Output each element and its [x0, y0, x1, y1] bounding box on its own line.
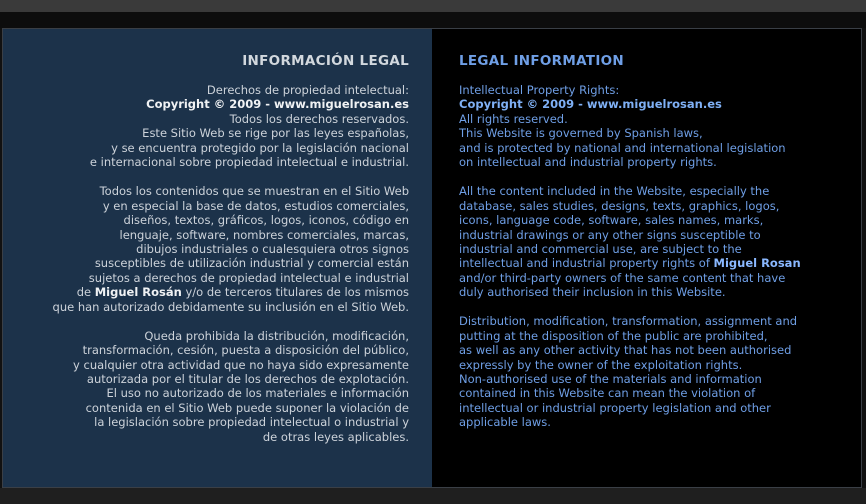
en-p1-line: and is protected by national and international legislation — [459, 140, 786, 155]
en-brand-name: Miguel Rosan — [713, 256, 801, 271]
spanish-legal-text — [29, 53, 409, 444]
es-p2-line: Todos los contenidos que se muestran en el Sitio Web — [99, 184, 409, 199]
es-copyright: Copyright © 2009 - www.miguelrosan.es — [146, 97, 409, 112]
english-title: LEGAL INFORMATION — [459, 53, 625, 69]
en-p3-line: putting at the disposition of the public are prohibited, — [459, 328, 768, 343]
en-p3-line: Distribution, modification, transformation, assignment and — [459, 314, 798, 329]
es-p2-line: que han autorizado debidamente su inclusión en el Sitio Web. — [52, 299, 409, 314]
en-p2-line: and/or third-party owners of the same content that have — [459, 270, 786, 285]
en-p3-line: as well as any other activity that has not been authorised — [459, 343, 792, 358]
es-p1-line: Todos los derechos reservados. — [229, 111, 409, 126]
top-bar-shadow — [0, 12, 866, 28]
es-p1-line: Derechos de propiedad intelectual: — [206, 83, 409, 97]
paragraph-gap — [459, 170, 849, 184]
en-p1-line: This Website is governed by Spanish laws, — [459, 126, 703, 141]
en-p2-line: industrial drawings or any other signs susceptible to — [459, 227, 761, 242]
en-p1-line: All rights reserved. — [459, 111, 568, 126]
es-p3-line: contenida en el Sitio Web puede suponer la violación de — [85, 400, 409, 415]
es-p3-line: autorizada por el titular de los derechos de explotación. — [86, 372, 409, 387]
en-p3-line: intellectual or industrial property legislation and other — [459, 400, 771, 415]
en-p2-line: duly authorised their inclusion in this Website. — [459, 285, 726, 300]
es-p2-text: y/o de terceros titulares de los mismos — [181, 285, 409, 300]
es-p2-line: susceptibles de utilización industrial y comercial están — [94, 256, 409, 271]
en-p3-line: contained in this Website can mean the violation of — [459, 386, 756, 401]
es-p2-line: diseños, textos, gráficos, logos, iconos, código en — [123, 213, 409, 228]
es-p2-line: y en especial la base de datos, estudios comerciales, — [102, 198, 409, 213]
english-legal-text — [459, 53, 849, 430]
es-p2-line — [29, 285, 409, 299]
en-p2-line — [459, 256, 849, 270]
en-p2-line: industrial and commercial use, are subject to the — [459, 241, 742, 256]
es-p2-text: de — [76, 285, 95, 300]
en-p2-text: intellectual and industrial property rights of — [459, 256, 714, 271]
en-p3-line: Non-authorised use of the materials and information — [459, 372, 762, 387]
en-p3-line: applicable laws. — [459, 415, 551, 430]
en-p1-line: Intellectual Property Rights: — [459, 83, 620, 97]
paragraph-gap — [29, 170, 409, 184]
paragraph-gap — [29, 314, 409, 328]
es-p3-line: de otras leyes aplicables. — [262, 429, 409, 444]
es-p3-line: Queda prohibida la distribución, modificación, — [144, 328, 409, 343]
en-p2-line: database, sales studies, designs, texts, graphics, logos, — [459, 198, 780, 213]
es-p1-line: e internacional sobre propiedad intelectual e industrial. — [89, 155, 409, 170]
es-p2-line: lenguaje, software, nombres comerciales, marcas, — [119, 227, 409, 242]
en-copyright: Copyright © 2009 - www.miguelrosan.es — [459, 97, 722, 112]
es-p1-line: Este Sitio Web se rige por las leyes españolas, — [142, 126, 409, 141]
paragraph-gap — [459, 300, 849, 314]
es-p2-line: sujetos a derechos de propiedad intelectual e industrial — [88, 270, 409, 285]
en-p2-line: icons, language code, software, sales names, marks, — [459, 213, 764, 228]
es-p1-line: y se encuentra protegido por la legislación nacional — [111, 140, 409, 155]
top-bar — [0, 0, 866, 12]
es-p2-line: dibujos industriales o cualesquiera otros signos — [136, 241, 409, 256]
en-p2-line: All the content included in the Website, especially the — [459, 184, 770, 199]
es-brand-name: Miguel Rosán — [94, 285, 182, 300]
es-p3-line: y cualquier otra actividad que no haya sido expresamente — [73, 357, 409, 372]
spanish-title: INFORMACIÓN LEGAL — [242, 53, 409, 69]
bottom-bar — [0, 488, 866, 504]
es-p3-line: El uso no autorizado de los materiales e información — [106, 386, 409, 401]
en-p1-line: on intellectual and industrial property rights. — [459, 155, 717, 170]
es-p3-line: transformación, cesión, puesta a disposición del público, — [82, 343, 409, 358]
es-p3-line: la legislación sobre propiedad intelectual o industrial y — [94, 415, 409, 430]
en-p3-line: expressly by the owner of the exploitation rights. — [459, 357, 743, 372]
